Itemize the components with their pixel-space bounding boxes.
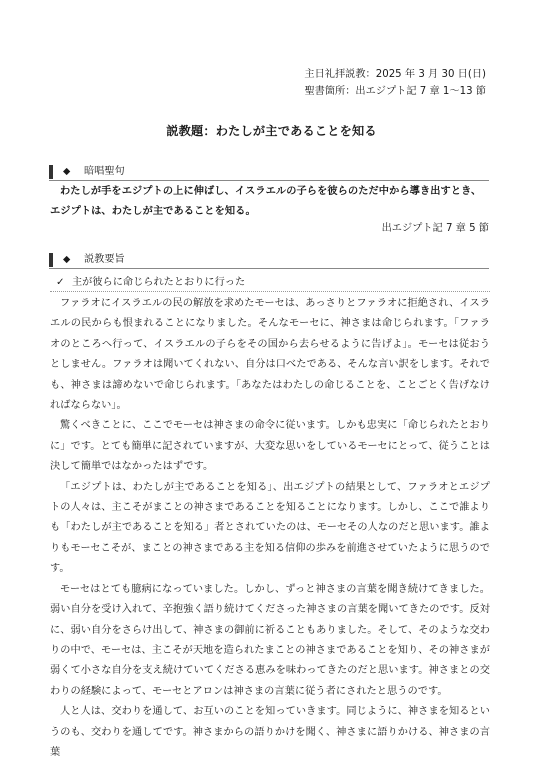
summary-paragraph: モーセはとても臆病になっていました。しかし、ずっと神さまの言葉を聞き続けてきました。弱い自分を受け入れて、辛抱強く語り続けてくださった神さまの言葉を聞いてきたのです。反対に、弱い自分をさらけ出して、神さまの御前に祈ることもありました。そして、そのような交わりの中で、モーセは、主こそが天地を造られたまことの神さまであることを知り、その神さまが弱くて小さな自分を支え続けていてくださる恵みを味わってきたのだと思います。神さまとの交わりの経験によって、モーセとアロンは神さまの言葉に従う者にされたと思うのです。 <box>50 583 490 697</box>
section-bar <box>49 165 53 179</box>
sermon-title: 説教題：わたしが主であることを知る <box>166 124 377 138</box>
point-divider <box>50 291 490 292</box>
summary-paragraph: 驚くべきことに、ここでモーセは神さまの命令に従います。しかも忠実に「命じられたとおりに」です。とても簡単に記されていますが、大変な思いをしているモーセにとって、従うことは決して簡単ではなかったはずです。 <box>50 420 490 473</box>
verse-reference: 出エジプト記 7 章 5 節 <box>381 223 489 234</box>
section-bar <box>49 253 53 267</box>
sermon-meta <box>304 66 486 100</box>
section-header-summary <box>49 253 489 269</box>
checkmark-icon: ✓ <box>56 277 65 288</box>
summary-paragraph: ファラオにイスラエルの民の解放を求めたモーセは、あっさりとファラオに拒絶され、イスラエルの民からも恨まれることになりました。そんなモーセに、神さまは命じられます。「ファラオのところへ行って、イスラエルの子らをその国から去らせるように告げよ」。モーセは従おうとしません。ファラオは聞いてくれない、自分は口べたである、そんな言い訳をします。それでも、神さまは諦めないで命じられます。「あなたはわたしの命じることを、ことごとく告げなければならない」。 <box>50 298 490 412</box>
sermon-summary-body <box>50 294 490 763</box>
summary-point-text: 主が彼らに命じられたとおりに行った <box>72 277 246 288</box>
scripture-passage: 聖書箇所：出エジプト記 7 章 1～13 節 <box>304 86 486 97</box>
summary-point <box>56 276 489 290</box>
service-date: 主日礼拝説教：2025 年 3 月 30 日(日) <box>304 69 486 80</box>
summary-paragraph: 人と人は、交わりを通して、お互いのことを知っていきます。同じように、神さまを知るというのも、交わりを通してです。神さまからの語りかけを聞く、神さまに語りかける、神さまの言葉 <box>50 706 490 758</box>
section-label-summary: 説教要旨 <box>84 254 125 265</box>
section-header-recitation <box>49 165 489 181</box>
summary-paragraph: 「エジプトは、わたしが主であることを知る」、出エジプトの結果として、ファラオとエジプトの人々は、主こそがまことの神さまであることを知ることになります。しかし、ここで誰よりも「わたしが主であることを知る」者とされていたのは、モーセその人なのだと思います。誰よりもモーセこそが、まことの神さまである主を知る信仰の歩みを前進させていたように思うのです。 <box>50 481 490 575</box>
memory-verse: わたしが手をエジプトの上に伸ばし、イスラエルの子らを彼らのただ中から導き出すとき、エジプトは、わたしが主であることを知る。 <box>50 186 482 217</box>
diamond-bullet-icon: ◆ <box>63 166 71 177</box>
diamond-bullet-icon: ◆ <box>63 254 71 265</box>
section-label-recitation: 暗唱聖句 <box>84 166 125 177</box>
